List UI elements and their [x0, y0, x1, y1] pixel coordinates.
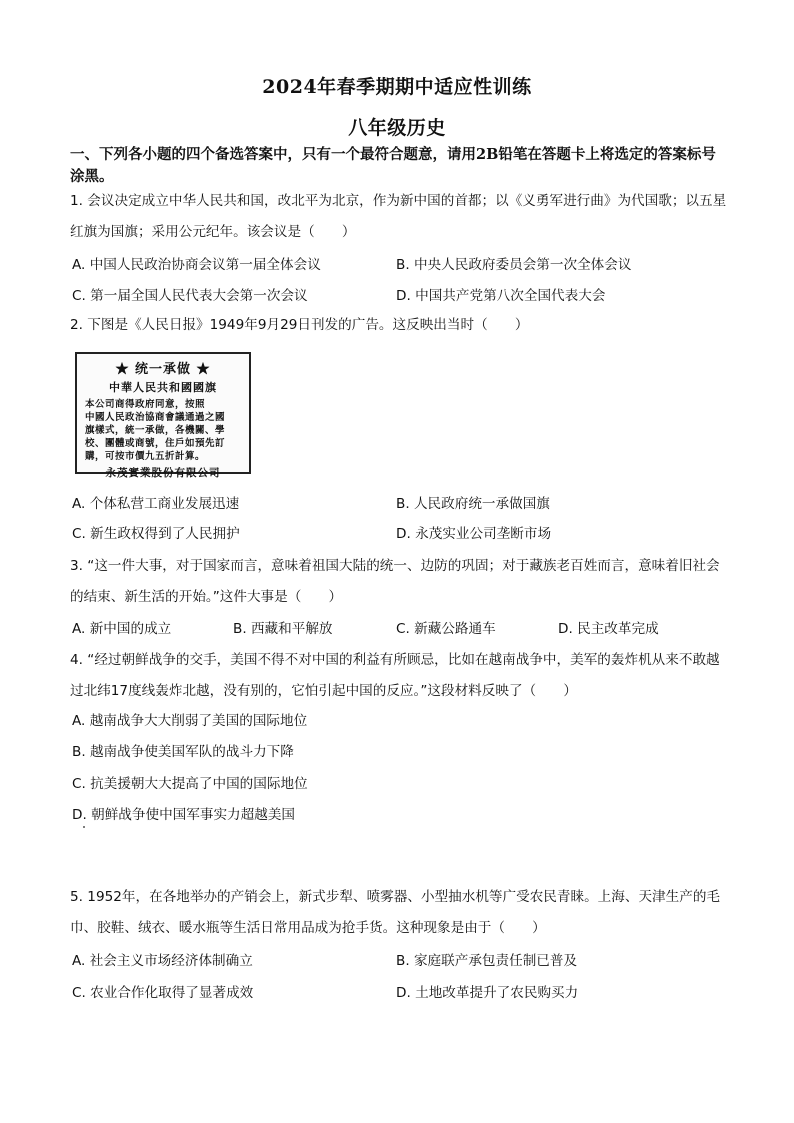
question-5-stem: 5. 1952年，在各地举办的产销会上，新式步犁、喷雾器、小型抽水机等广受农民青睐。上海、天津生产的毛巾、胶鞋、绒衣、暖水瓶等生活日常用品成为抢手货。这种现象是由于（ ）: [70, 889, 721, 936]
question-3-option-a[interactable]: A. 新中国的成立: [72, 621, 172, 637]
exam-title: 2024年春季期期中适应性训练: [262, 76, 532, 98]
question-5-option-c[interactable]: C. 农业合作化取得了显著成效: [72, 985, 254, 1001]
ad-body-line: 中國人民政治協商會議通過之國: [85, 412, 226, 423]
section-heading: 一、下列各小题的四个备选答案中，只有一个最符合题意，请用2B铅笔在答题卡上将选定的答案标号涂黑。: [70, 146, 716, 185]
question-2-option-a[interactable]: A. 个体私营工商业发展迅速: [72, 496, 240, 512]
ad-body-line: 旗樣式，統一承做，各機關、學: [85, 425, 226, 436]
question-3-stem: 3. “这一件大事，对于国家而言，意味着祖国大陆的统一、边防的巩固；对于藏族老百姓而言，意味着旧社会的结束、新生活的开始。”这件大事是（ ）: [70, 558, 720, 605]
question-2-stem: 2. 下图是《人民日报》1949年9月29日刊发的广告。这反映出当时（ ）: [70, 317, 529, 333]
question-3-option-c[interactable]: C. 新藏公路通车: [396, 621, 496, 637]
question-2-option-c[interactable]: C. 新生政权得到了人民拥护: [72, 526, 240, 542]
ad-body-line: 校、團體或商號，住戶如預先訂: [85, 438, 226, 449]
ad-body-line: 本公司商得政府同意，按照: [85, 399, 206, 410]
stray-dot: [83, 826, 85, 828]
question-2-option-d[interactable]: D. 永茂实业公司垄断市场: [396, 526, 552, 542]
question-1-stem: 1. 会议决定成立中华人民共和国，改北平为北京，作为新中国的首都；以《义勇军进行曲》为代国歌；以五星红旗为国旗；采用公元纪年。该会议是（ ）: [70, 193, 727, 240]
ad-company: 永茂實業股份有限公司: [105, 467, 221, 479]
question-1-option-b[interactable]: B. 中央人民政府委员会第一次全体会议: [396, 257, 632, 273]
question-4-stem: 4. “经过朝鲜战争的交手，美国不得不对中国的利益有所顾忌，比如在越南战争中，美军的轰炸机从来不敢越过北纬17度线轰炸北越，没有别的，它怕引起中国的反应。”这段材料反映了（ ）: [70, 652, 720, 699]
ad-headline: ★ 统一承做 ★: [115, 362, 211, 377]
question-4-option-b[interactable]: B. 越南战争使美国军队的战斗力下降: [72, 744, 294, 760]
question-4-option-a[interactable]: A. 越南战争大大削弱了美国的国际地位: [72, 713, 308, 729]
question-3-option-b[interactable]: B. 西藏和平解放: [233, 621, 333, 637]
question-5-option-b[interactable]: B. 家庭联产承包责任制已普及: [396, 953, 578, 969]
exam-subtitle: 八年级历史: [348, 117, 446, 139]
question-5-option-a[interactable]: A. 社会主义市场经济体制确立: [72, 953, 253, 969]
question-5-option-d[interactable]: D. 土地改革提升了农民购买力: [396, 985, 579, 1001]
question-1-option-d[interactable]: D. 中国共产党第八次全国代表大会: [396, 288, 606, 304]
question-4-option-d[interactable]: D. 朝鲜战争使中国军事实力超越美国: [72, 807, 296, 823]
ad-subject: 中華人民共和國國旗: [109, 381, 217, 394]
ad-body: [85, 398, 241, 463]
question-1-option-a[interactable]: A. 中国人民政治协商会议第一届全体会议: [72, 257, 321, 273]
newspaper-advertisement: [75, 352, 251, 479]
question-1-option-c[interactable]: C. 第一届全国人民代表大会第一次会议: [72, 288, 308, 304]
ad-body-line: 購，可按市價九五折計算。: [85, 451, 206, 462]
question-4-option-c[interactable]: C. 抗美援朝大大提高了中国的国际地位: [72, 776, 308, 792]
question-3-option-d[interactable]: D. 民主改革完成: [558, 621, 659, 637]
question-2-option-b[interactable]: B. 人民政府统一承做国旗: [396, 496, 550, 512]
